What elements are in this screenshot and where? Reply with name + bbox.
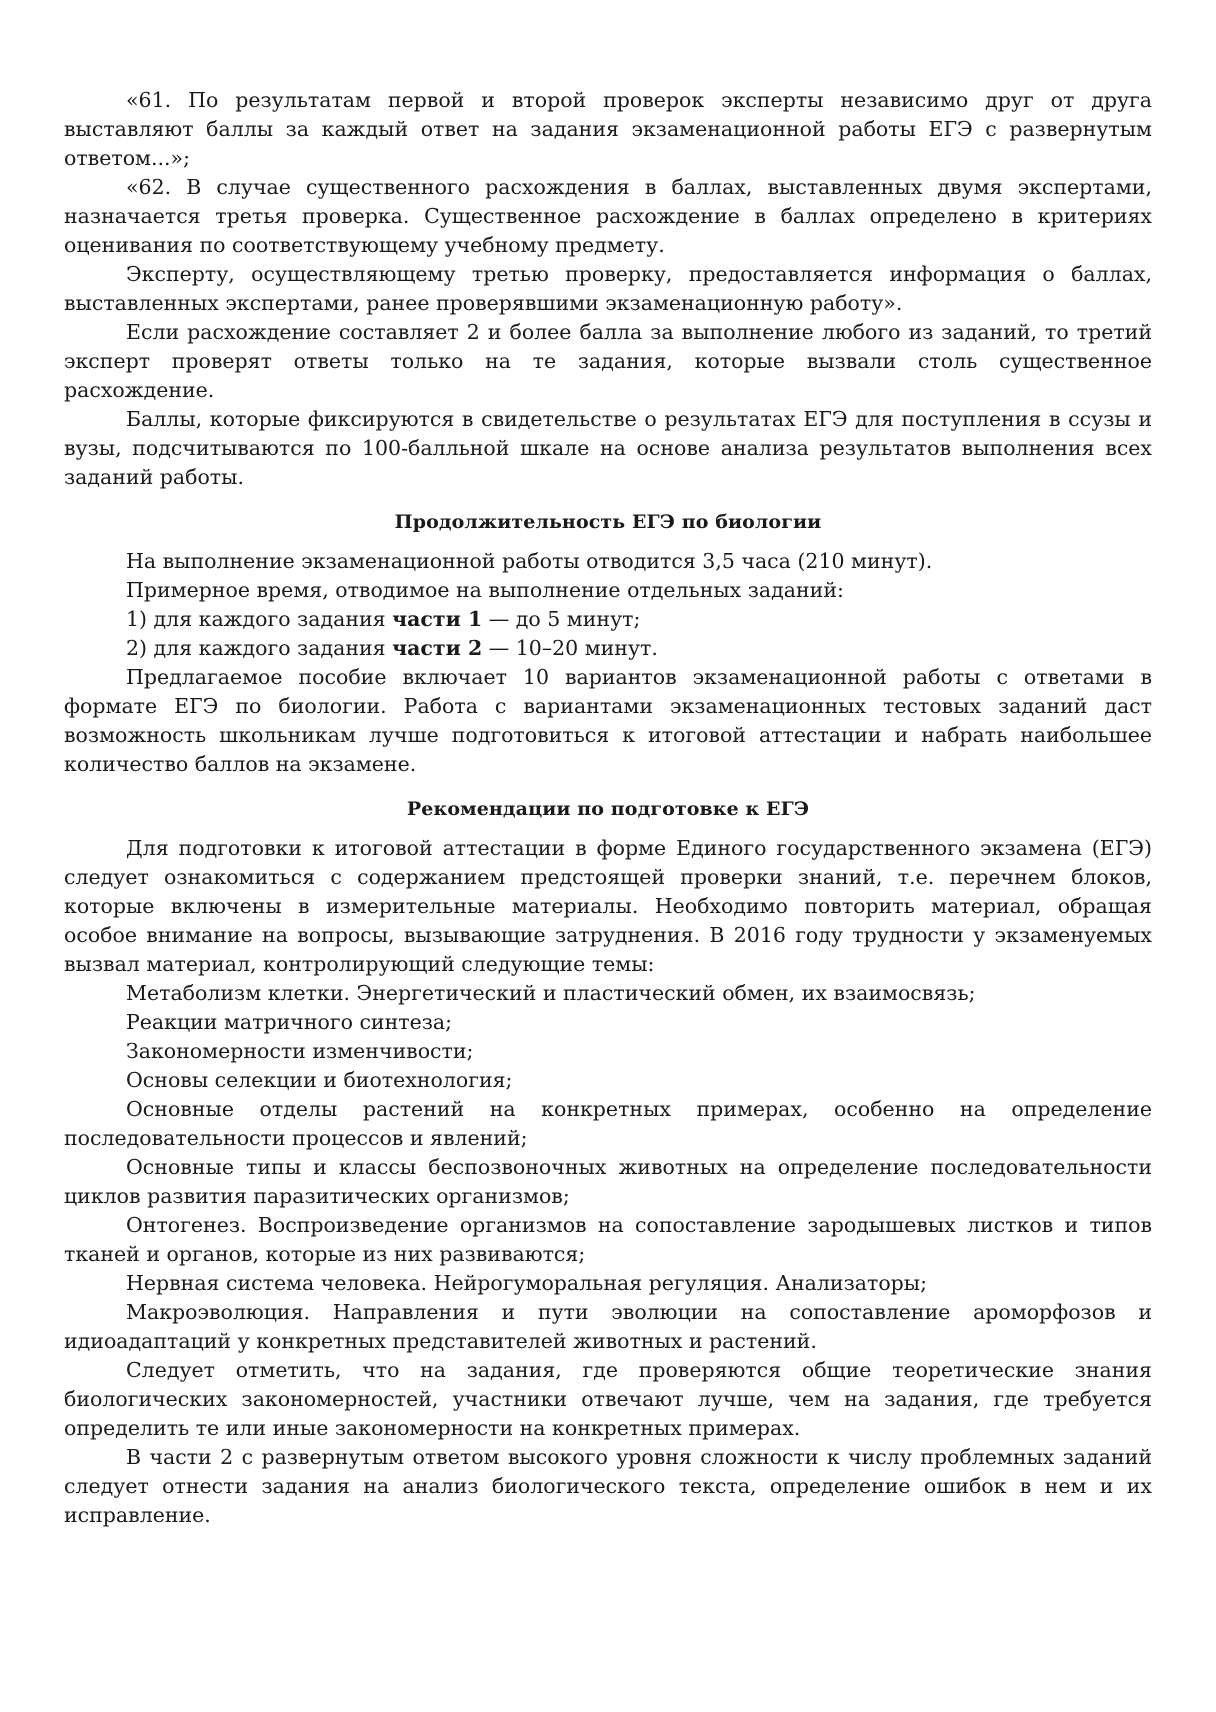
paragraph-theory-vs-practice: Следует отметить, что на задания, где проверяются общие теоретические знания биологических закономерностей, участники отвечают лучше, чем на задания, где требуется определить те или иные закономерности на конкретных примерах.	[64, 1358, 1152, 1440]
paragraph-duration-total: На выполнение экзаменационной работы отводится 3,5 часа (210 минут).	[126, 549, 933, 573]
paragraph-score-scale: Баллы, которые фиксируются в свидетельстве о результатах ЕГЭ для поступления в ссузы и вузы, подсчитываются по 100-балльной шкале на основе анализа результатов выполнения всех заданий работы.	[64, 407, 1152, 489]
paragraph-61: «61. По результатам первой и второй проверок эксперты независимо друг от друга выставляют баллы за каждый ответ на задания экзаменационной работы ЕГЭ с развернутым ответом...»;	[64, 88, 1152, 170]
paragraph-discrepancy: Если расхождение составляет 2 и более балла за выполнение любого из заданий, то третий эксперт проверят ответы только на те задания, которые вызвали столь существенное расхождение.	[64, 320, 1152, 402]
paragraph-duration-approx: Примерное время, отводимое на выполнение отдельных заданий:	[126, 578, 844, 602]
list-item-part-2: 2) для каждого задания части 2 — 10–20 минут.	[126, 636, 658, 660]
paragraph-preparation: Для подготовки к итоговой аттестации в форме Единого государственного экзамена (ЕГЭ) следует ознакомиться с содержанием предстоящей проверки знаний, т.е. перечнем блоков, которые включены в измерительные материалы. Необходимо повторить материал, обращая особое внимание на вопросы, вызывающие затруднения. В 2016 году трудности у экзаменуемых вызвал материал, контролирующий следующие темы:	[64, 836, 1152, 976]
topic-item: Закономерности изменчивости;	[126, 1039, 474, 1063]
topic-item: Основные типы и классы беспозвоночных животных на определение последовательности циклов развития паразитических организмов;	[64, 1155, 1152, 1208]
topic-item: Нервная система человека. Нейрогуморальная регуляция. Анализаторы;	[126, 1271, 928, 1295]
list-item-part-1: 1) для каждого задания части 1 — до 5 минут;	[126, 607, 641, 631]
paragraph-part-2-problems: В части 2 с развернутым ответом высокого уровня сложности к числу проблемных заданий следует отнести задания на анализ биологического текста, определение ошибок в нем и их исправление.	[64, 1445, 1152, 1527]
section-heading-recommendations: Рекомендации по подготовке к ЕГЭ	[406, 798, 810, 820]
paragraph-62: «62. В случае существенного расхождения в баллах, выставленных двумя экспертами, назначается третья проверка. Существенное расхождение в баллах определено в критериях оценивания по соответствующему учебному предмету.	[64, 175, 1152, 257]
topic-item: Реакции матричного синтеза;	[126, 1010, 453, 1034]
topic-item: Метаболизм клетки. Энергетический и пластический обмен, их взаимосвязь;	[126, 981, 976, 1005]
document-page	[64, 86, 1152, 1530]
paragraph-manual-description: Предлагаемое пособие включает 10 вариантов экзаменационной работы с ответами в формате ЕГЭ по биологии. Работа с вариантами экзаменационных тестовых заданий даст возможность школьникам лучше подготовиться к итоговой аттестации и набрать наибольшее количество баллов на экзамене.	[64, 665, 1152, 776]
paragraph-third-check-info: Эксперту, осуществляющему третью проверку, предоставляется информация о баллах, выставленных экспертами, ранее проверявшими экзаменационную работу».	[64, 262, 1152, 315]
topic-item: Основные отделы растений на конкретных примерах, особенно на определение последовательности процессов и явлений;	[64, 1097, 1152, 1150]
topic-item: Онтогенез. Воспроизведение организмов на сопоставление зародышевых листков и типов тканей и органов, которые из них развиваются;	[64, 1213, 1152, 1266]
topic-item: Макроэволюция. Направления и пути эволюции на сопоставление ароморфозов и идиоадаптаций у конкретных представителей животных и растений.	[64, 1300, 1152, 1353]
section-heading-duration: Продолжительность ЕГЭ по биологии	[394, 511, 822, 533]
topic-item: Основы селекции и биотехнология;	[126, 1068, 513, 1092]
